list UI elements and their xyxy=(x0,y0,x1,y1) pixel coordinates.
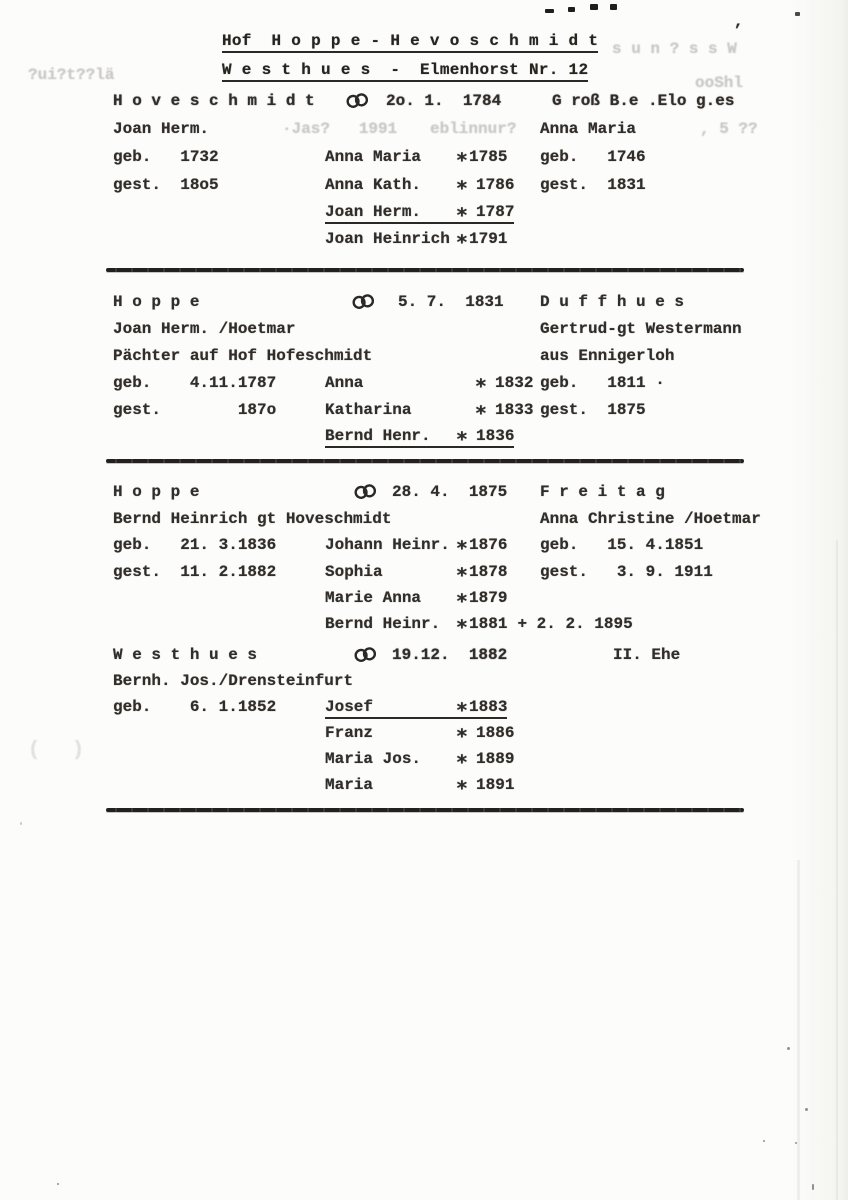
child-birth-year: 1883 xyxy=(469,698,508,716)
marriage-date: 5. 7. 1831 xyxy=(398,293,504,311)
document-title-line1: Hof H o p p e - H e v o s c h m i d t xyxy=(222,30,598,52)
child-birth-year: 1889 xyxy=(476,750,515,768)
wife-birth: geb. 1746 xyxy=(540,148,646,166)
born-star-icon: ∗ xyxy=(456,588,469,611)
husband-birth: geb. 6. 1.1852 xyxy=(113,698,277,716)
marriage-rings-icon xyxy=(352,646,380,668)
scan-streak xyxy=(836,540,838,1200)
born-star-icon: ∗ xyxy=(456,426,469,449)
marriage-rings-icon xyxy=(350,293,378,315)
born-star-icon: ∗ xyxy=(456,749,469,772)
husband-occupation: Pächter auf Hof Hofeschmidt xyxy=(113,347,373,365)
ghost-text: , 5 ?? xyxy=(700,120,758,138)
child-name: Marie Anna xyxy=(325,589,422,607)
born-star-icon: ∗ xyxy=(456,202,469,225)
child-row xyxy=(325,748,514,770)
ghost-text: ooShl xyxy=(695,74,744,92)
child-birth-year: 1876 xyxy=(469,536,508,554)
wife-firstname: Anna Christine /Hoetmar xyxy=(540,510,761,528)
ghost-text: ·Jas? 1991 xyxy=(282,120,398,138)
born-star-icon: ∗ xyxy=(456,147,469,170)
child-name: Franz xyxy=(325,724,374,742)
child-row xyxy=(325,399,533,421)
child-birth-year: 1791 xyxy=(469,230,508,248)
section-divider xyxy=(106,808,744,812)
child-row xyxy=(325,561,507,583)
husband-death: gest. 187o xyxy=(113,401,277,419)
child-birth-year: 1881 xyxy=(469,615,508,633)
scan-noise xyxy=(795,1142,797,1144)
scan-noise xyxy=(590,4,598,10)
child-row-heir xyxy=(325,201,514,223)
husband-surname: W e s t h u e s xyxy=(113,646,258,664)
child-birth-year: 1878 xyxy=(469,563,508,581)
child-birth-year: 1786 xyxy=(476,176,515,194)
wife-surname: G roß B.e .Elo g.es xyxy=(552,92,735,110)
wife-death: gest. 3. 9. 1911 xyxy=(540,563,713,581)
marriage-date: 2o. 1. 1784 xyxy=(386,92,502,110)
child-row xyxy=(325,174,514,196)
child-birth-year: 1879 xyxy=(469,589,508,607)
section-divider xyxy=(106,459,744,463)
husband-death: gest. 18o5 xyxy=(113,176,219,194)
child-row xyxy=(325,534,507,556)
husband-death: gest. 11. 2.1882 xyxy=(113,563,277,581)
scan-noise xyxy=(610,4,617,10)
child-row xyxy=(325,722,514,744)
child-row-heir xyxy=(325,696,507,718)
husband-surname: H o v e s c h m i d t xyxy=(113,92,315,110)
child-birth-year: 1886 xyxy=(476,724,515,742)
born-star-icon: ∗ xyxy=(475,373,488,396)
scan-noise: ’ xyxy=(733,22,743,40)
wife-birth: geb. 1811 · xyxy=(540,374,665,392)
born-star-icon: ∗ xyxy=(456,723,469,746)
scan-noise xyxy=(763,1140,765,1142)
wife-surname: D u f f h u e s xyxy=(540,293,685,311)
husband-firstname: Bernd Heinrich gt Hoveschmidt xyxy=(113,510,392,528)
ghost-text: s u n ? s s W xyxy=(612,40,737,58)
child-death-date: + 2. 2. 1895 xyxy=(517,615,633,633)
ghost-text: ( ) xyxy=(28,739,95,762)
born-star-icon: ∗ xyxy=(475,400,488,423)
born-star-icon: ∗ xyxy=(456,535,469,558)
child-birth-year: 1832 xyxy=(495,374,534,392)
husband-firstname: Bernh. Jos./Drensteinfurt xyxy=(113,672,354,690)
husband-birth: geb. 21. 3.1836 xyxy=(113,536,277,554)
child-name: Maria xyxy=(325,776,374,794)
child-birth-year: 1785 xyxy=(469,148,508,166)
document-title-line2: W e s t h u e s - Elmenhorst Nr. 12 xyxy=(222,59,588,81)
child-name: Bernd Henr. xyxy=(325,427,431,445)
wife-death: gest. 1831 xyxy=(540,176,646,194)
child-name: Bernd Heinr. xyxy=(325,615,441,633)
wife-surname: F r e i t a g xyxy=(540,483,665,501)
child-name: Katharina xyxy=(325,401,412,419)
child-row xyxy=(325,613,633,635)
child-row xyxy=(325,146,507,168)
scan-noise xyxy=(568,7,575,12)
scan-noise xyxy=(57,1183,59,1185)
marriage-date: 19.12. 1882 xyxy=(392,646,508,664)
wife-firstname: Anna Maria xyxy=(540,120,637,138)
child-row xyxy=(325,587,507,609)
marriage-rings-icon xyxy=(352,483,380,505)
child-birth-year: 1833 xyxy=(495,401,534,419)
husband-firstname: Joan Herm. /Hoetmar xyxy=(113,320,296,338)
child-name: Joan Heinrich xyxy=(325,230,450,248)
child-row-heir xyxy=(325,425,514,447)
scan-streak xyxy=(797,860,800,1200)
born-star-icon: ∗ xyxy=(456,175,469,198)
husband-birth: geb. 4.11.1787 xyxy=(113,374,277,392)
born-star-icon: ∗ xyxy=(456,562,469,585)
husband-firstname: Joan Herm. xyxy=(113,120,210,138)
child-birth-year: 1891 xyxy=(476,776,515,794)
child-name: Anna Kath. xyxy=(325,176,422,194)
child-name: Johann Heinr. xyxy=(325,536,450,554)
child-row xyxy=(325,774,514,796)
scan-noise xyxy=(812,1184,814,1190)
scan-noise xyxy=(20,822,22,825)
scan-noise xyxy=(545,9,554,13)
wife-death: gest. 1875 xyxy=(540,401,646,419)
wife-origin: aus Ennigerloh xyxy=(540,347,675,365)
ghost-text: eblinnur? xyxy=(430,120,517,138)
born-star-icon: ∗ xyxy=(456,775,469,798)
wife-firstname: Gertrud-gt Westermann xyxy=(540,320,742,338)
scan-noise xyxy=(805,1108,808,1111)
child-row xyxy=(325,228,507,250)
scan-noise xyxy=(795,12,800,16)
ghost-text: ?ui?t??lä xyxy=(28,66,115,84)
marriage-rings-icon xyxy=(344,92,372,114)
section-divider xyxy=(106,268,744,272)
husband-birth: geb. 1732 xyxy=(113,148,219,166)
marriage-date: 28. 4. 1875 xyxy=(392,483,508,501)
wife-birth: geb. 15. 4.1851 xyxy=(540,536,704,554)
husband-surname: H o p p e xyxy=(113,483,200,501)
husband-surname: H o p p e xyxy=(113,293,200,311)
child-name: Sophia xyxy=(325,563,383,581)
child-name: Anna Maria xyxy=(325,148,422,166)
born-star-icon: ∗ xyxy=(456,229,469,252)
born-star-icon: ∗ xyxy=(456,697,469,720)
child-name: Josef xyxy=(325,698,374,716)
child-row xyxy=(325,372,533,394)
child-name: Joan Herm. xyxy=(325,203,422,221)
born-star-icon: ∗ xyxy=(456,614,469,637)
child-name: Maria Jos. xyxy=(325,750,422,768)
child-birth-year: 1836 xyxy=(476,427,515,445)
child-birth-year: 1787 xyxy=(476,203,515,221)
child-name: Anna xyxy=(325,374,364,392)
scan-noise xyxy=(787,1047,790,1050)
marriage-note: II. Ehe xyxy=(613,646,681,664)
